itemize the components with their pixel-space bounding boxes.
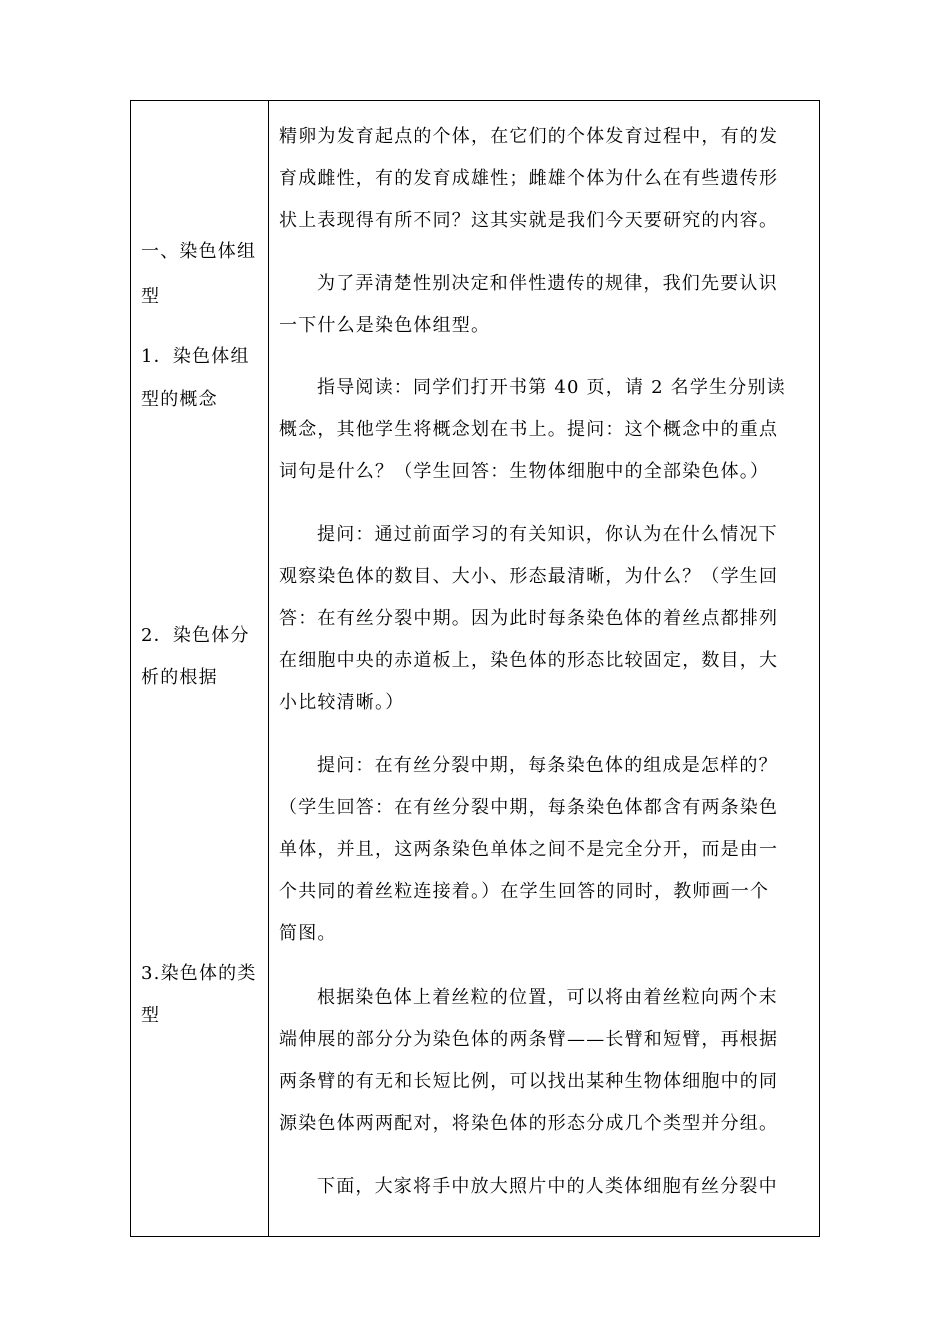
heading-3-line-1: 2．染色体分	[141, 625, 250, 646]
heading-3-line-2: 析的根据	[141, 667, 218, 688]
paragraph-3-line-3: 词句是什么？（学生回答：生物体细胞中的全部染色体。）	[279, 461, 770, 482]
paragraph-5-line-2: （学生回答：在有丝分裂中期，每条染色体都含有两条染色	[279, 797, 779, 818]
paragraph-4-line-2: 观察染色体的数目、大小、形态最清晰，为什么？（学生回	[279, 566, 779, 587]
paragraph-6-line-1: 根据染色体上着丝粒的位置，可以将由着丝粒向两个末	[317, 987, 778, 1008]
outline-column	[131, 101, 268, 1236]
paragraph-4-line-4: 在细胞中央的赤道板上，染色体的形态比较固定，数目，大	[279, 650, 779, 671]
heading-2-line-2: 型的概念	[141, 389, 218, 410]
heading-4-line-1: 3.染色体的类	[141, 963, 257, 984]
paragraph-3-line-1: 指导阅读：同学们打开书第 40 页，请 2 名学生分别读	[317, 377, 786, 398]
paragraph-1-line-2: 育成雌性，有的发育成雄性；雌雄个体为什么在有些遗传形	[279, 168, 779, 189]
paragraph-7-line-1: 下面，大家将手中放大照片中的人类体细胞有丝分裂中	[317, 1176, 778, 1197]
paragraph-5-line-1: 提问：在有丝分裂中期，每条染色体的组成是怎样的？	[317, 755, 778, 776]
paragraph-2-line-2: 一下什么是染色体组型。	[279, 315, 491, 336]
paragraph-5-line-4: 个共同的着丝粒连接着。）在学生回答的同时，教师画一个	[279, 881, 770, 902]
paragraph-6-line-2: 端伸展的部分分为染色体的两条臂——长臂和短臂，再根据	[279, 1029, 779, 1050]
lesson-plan-table	[130, 100, 820, 1237]
paragraph-6-line-4: 源染色体两两配对，将染色体的形态分成几个类型并分组。	[279, 1113, 779, 1134]
heading-1-line-1: 一、染色体组	[141, 241, 257, 262]
heading-2-line-1: 1．染色体组	[141, 346, 250, 367]
heading-1-line-2: 型	[141, 286, 161, 307]
paragraph-3-line-2: 概念，其他学生将概念划在书上。提问：这个概念中的重点	[279, 419, 779, 440]
paragraph-5-line-3: 单体，并且，这两条染色单体之间不是完全分开，而是由一	[279, 839, 779, 860]
paragraph-4-line-3: 答：在有丝分裂中期。因为此时每条染色体的着丝点都排列	[279, 608, 779, 629]
paragraph-4-line-5: 小比较清晰。）	[279, 692, 405, 713]
paragraph-5-line-5: 简图。	[279, 923, 337, 944]
content-column	[269, 101, 820, 1236]
paragraph-1-line-3: 状上表现得有所不同？这其实就是我们今天要研究的内容。	[279, 210, 779, 231]
paragraph-6-line-3: 两条臂的有无和长短比例，可以找出某种生物体细胞中的同	[279, 1071, 779, 1092]
paragraph-2-line-1: 为了弄清楚性别决定和伴性遗传的规律，我们先要认识	[317, 273, 778, 294]
paragraph-4-line-1: 提问：通过前面学习的有关知识，你认为在什么情况下	[317, 524, 778, 545]
heading-4-line-2: 型	[141, 1005, 161, 1026]
paragraph-1-line-1: 精卵为发育起点的个体，在它们的个体发育过程中，有的发	[279, 126, 779, 147]
